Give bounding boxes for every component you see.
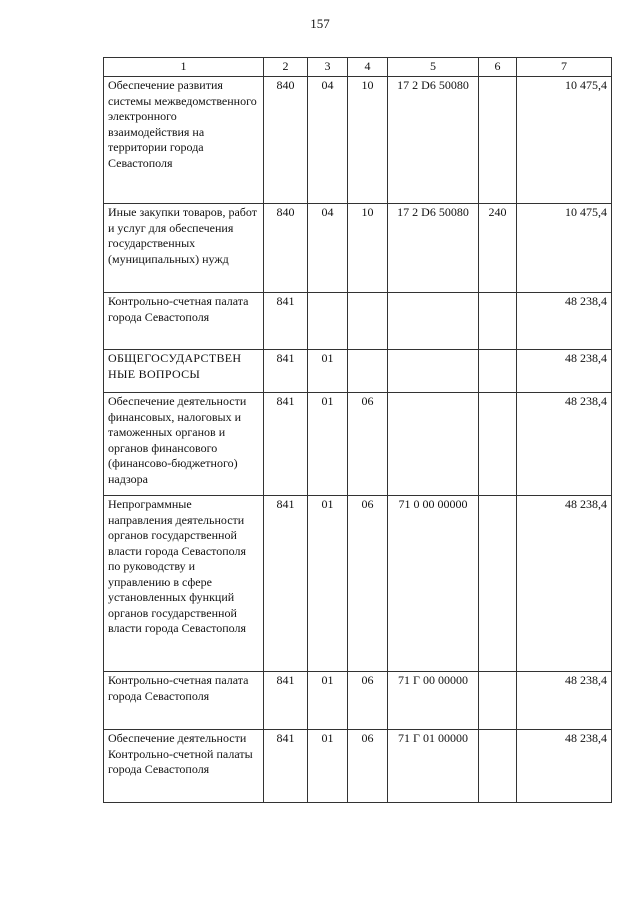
row-name: Иные закупки товаров, работ и услуг для обеспечения государственных (муниципальных) нужд bbox=[104, 204, 264, 293]
row-expense-type bbox=[479, 393, 517, 496]
row-amount: 48 238,4 bbox=[517, 393, 612, 496]
row-section: 04 bbox=[308, 77, 348, 204]
table-row bbox=[104, 350, 612, 393]
row-subsection: 06 bbox=[348, 730, 388, 803]
row-grbs: 841 bbox=[264, 730, 308, 803]
row-expense-type bbox=[479, 730, 517, 803]
row-amount: 10 475,4 bbox=[517, 77, 612, 204]
row-section bbox=[308, 293, 348, 350]
column-header: 2 bbox=[264, 58, 308, 77]
row-amount: 48 238,4 bbox=[517, 496, 612, 672]
row-target-article: 17 2 D6 50080 bbox=[388, 77, 479, 204]
row-expense-type bbox=[479, 293, 517, 350]
row-name: ОБЩЕГОСУДАРСТВЕН НЫЕ ВОПРОСЫ bbox=[104, 350, 264, 393]
row-subsection bbox=[348, 350, 388, 393]
column-header: 4 bbox=[348, 58, 388, 77]
column-header: 7 bbox=[517, 58, 612, 77]
row-expense-type bbox=[479, 350, 517, 393]
column-header: 6 bbox=[479, 58, 517, 77]
row-section: 01 bbox=[308, 393, 348, 496]
row-name: Контрольно-счетная палата города Севастополя bbox=[104, 293, 264, 350]
row-name: Обеспечение деятельности финансовых, налоговых и таможенных органов и органов финансового (финансово-бюджетного) надзора bbox=[104, 393, 264, 496]
table-row bbox=[104, 204, 612, 293]
row-section: 01 bbox=[308, 496, 348, 672]
table-row bbox=[104, 77, 612, 204]
table-row bbox=[104, 730, 612, 803]
row-name: Непрограммные направления деятельности органов государственной власти города Севастополя по руководству и управлению в сфере установленных функций органов государственной власти города Севастополя bbox=[104, 496, 264, 672]
row-target-article bbox=[388, 350, 479, 393]
page-number: 157 bbox=[310, 16, 330, 31]
row-grbs: 840 bbox=[264, 77, 308, 204]
row-section: 04 bbox=[308, 204, 348, 293]
table-row bbox=[104, 393, 612, 496]
table-row bbox=[104, 496, 612, 672]
row-section: 01 bbox=[308, 730, 348, 803]
row-target-article: 17 2 D6 50080 bbox=[388, 204, 479, 293]
row-expense-type bbox=[479, 672, 517, 730]
row-amount: 48 238,4 bbox=[517, 293, 612, 350]
column-header: 3 bbox=[308, 58, 348, 77]
budget-table bbox=[103, 57, 612, 803]
row-expense-type bbox=[479, 77, 517, 204]
row-grbs: 841 bbox=[264, 496, 308, 672]
column-header: 5 bbox=[388, 58, 479, 77]
row-amount: 48 238,4 bbox=[517, 730, 612, 803]
row-section: 01 bbox=[308, 350, 348, 393]
row-grbs: 840 bbox=[264, 204, 308, 293]
row-name: Обеспечение деятельности Контрольно-счетной палаты города Севастополя bbox=[104, 730, 264, 803]
row-subsection: 10 bbox=[348, 204, 388, 293]
row-name: Обеспечение развития системы межведомственного электронного взаимодействия на территории города Севастополя bbox=[104, 77, 264, 204]
row-grbs: 841 bbox=[264, 672, 308, 730]
row-amount: 10 475,4 bbox=[517, 204, 612, 293]
row-target-article bbox=[388, 393, 479, 496]
table-header-row bbox=[104, 58, 612, 77]
row-name: Контрольно-счетная палата города Севастополя bbox=[104, 672, 264, 730]
row-subsection: 06 bbox=[348, 672, 388, 730]
row-amount: 48 238,4 bbox=[517, 672, 612, 730]
table-row bbox=[104, 293, 612, 350]
table-row bbox=[104, 672, 612, 730]
row-subsection: 06 bbox=[348, 496, 388, 672]
row-target-article bbox=[388, 293, 479, 350]
row-grbs: 841 bbox=[264, 350, 308, 393]
row-subsection: 10 bbox=[348, 77, 388, 204]
row-amount: 48 238,4 bbox=[517, 350, 612, 393]
row-target-article: 71 Г 01 00000 bbox=[388, 730, 479, 803]
row-grbs: 841 bbox=[264, 393, 308, 496]
row-grbs: 841 bbox=[264, 293, 308, 350]
row-expense-type bbox=[479, 496, 517, 672]
column-header: 1 bbox=[104, 58, 264, 77]
row-subsection bbox=[348, 293, 388, 350]
row-subsection: 06 bbox=[348, 393, 388, 496]
row-target-article: 71 Г 00 00000 bbox=[388, 672, 479, 730]
row-target-article: 71 0 00 00000 bbox=[388, 496, 479, 672]
row-section: 01 bbox=[308, 672, 348, 730]
row-expense-type: 240 bbox=[479, 204, 517, 293]
